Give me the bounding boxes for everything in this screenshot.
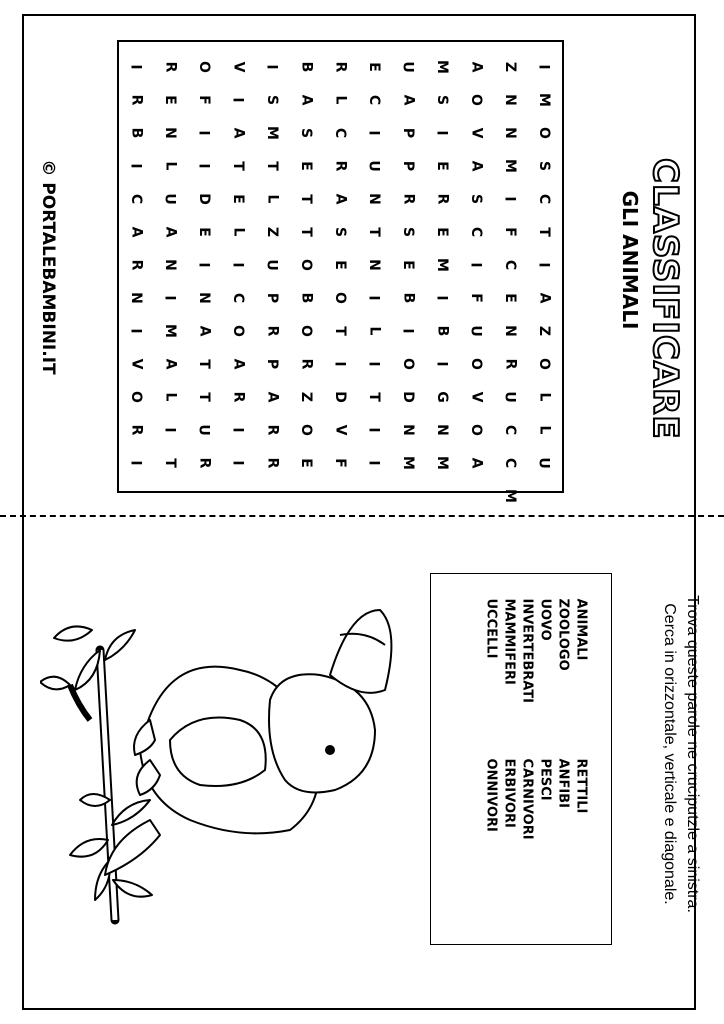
word-list-item: ONNIVORI bbox=[483, 758, 499, 832]
grid-cell: S bbox=[400, 226, 416, 238]
grid-cell: R bbox=[196, 457, 212, 469]
grid-cell: A bbox=[468, 61, 484, 73]
grid-cell: I bbox=[502, 196, 518, 202]
grid-cell: I bbox=[400, 328, 416, 334]
grid-cell: A bbox=[162, 226, 178, 238]
grid-cell: I bbox=[434, 130, 450, 136]
grid-cell: I bbox=[162, 295, 178, 301]
grid-cell: N bbox=[502, 127, 518, 139]
grid-cell: N bbox=[502, 325, 518, 337]
grid-cell: I bbox=[536, 262, 552, 268]
grid-cell: S bbox=[298, 127, 314, 139]
grid-cell: O bbox=[536, 358, 552, 370]
grid-cell: E bbox=[229, 194, 246, 204]
grid-cell: Z bbox=[264, 226, 280, 238]
page-subtitle: GLI ANIMALI bbox=[618, 190, 642, 330]
grid-cell: M bbox=[434, 258, 450, 272]
grid-cell: C bbox=[332, 127, 348, 139]
grid-cell: C bbox=[502, 259, 518, 271]
word-list-item: CARNIVORI bbox=[519, 758, 535, 840]
grid-cell: R bbox=[128, 259, 144, 271]
grid-cell: D bbox=[400, 391, 416, 403]
grid-cell: E bbox=[399, 260, 416, 270]
grid-cell: E bbox=[297, 458, 314, 468]
word-search-grid bbox=[117, 40, 564, 503]
grid-cell: I bbox=[366, 130, 382, 136]
grid-cell: L bbox=[229, 227, 246, 237]
grid-cell: M bbox=[536, 93, 552, 107]
grid-cell: I bbox=[162, 427, 178, 433]
grid-cell: I bbox=[264, 64, 280, 70]
copyright-text: © PORTALEBAMBINI.IT bbox=[38, 159, 58, 375]
grid-cell: R bbox=[434, 193, 450, 205]
grid-cell: L bbox=[263, 194, 280, 204]
grid-cell: P bbox=[263, 358, 280, 370]
grid-cell: R bbox=[264, 325, 280, 337]
grid-cell: I bbox=[128, 163, 144, 169]
grid-cell: M bbox=[162, 324, 178, 338]
grid-cell: L bbox=[365, 326, 382, 336]
grid-cell: M bbox=[434, 60, 450, 74]
grid-cell: F bbox=[195, 95, 212, 105]
word-list-item: RETTILI bbox=[573, 758, 589, 814]
grid-cell: T bbox=[332, 326, 348, 336]
grid-cell: V bbox=[230, 61, 246, 73]
grid-cell: T bbox=[366, 392, 382, 402]
grid-cell: B bbox=[399, 292, 416, 304]
grid-cell: U bbox=[162, 193, 178, 205]
grid-cell: T bbox=[162, 458, 178, 468]
page-title: CLASSIFICARE bbox=[645, 158, 685, 440]
grid-cell: A bbox=[400, 94, 416, 106]
word-list-item: PESCI bbox=[537, 758, 553, 801]
grid-cell: C bbox=[366, 94, 382, 106]
grid-cell: U bbox=[196, 424, 212, 436]
grid-cell: B bbox=[297, 61, 314, 73]
grid-cell: D bbox=[196, 193, 212, 205]
grid-cell: E bbox=[161, 95, 178, 105]
grid-cell: O bbox=[536, 127, 552, 139]
grid-cell: R bbox=[400, 193, 416, 205]
grid-cell: S bbox=[434, 94, 450, 106]
grid-cell: F bbox=[467, 293, 484, 303]
grid-cell: P bbox=[263, 292, 280, 304]
grid-cell: C bbox=[468, 226, 484, 238]
grid-cell: I bbox=[434, 295, 450, 301]
grid-cell: E bbox=[331, 260, 348, 270]
grid-cell: N bbox=[196, 292, 212, 304]
grid-cell: F bbox=[331, 458, 348, 468]
grid-cell: I bbox=[128, 328, 144, 334]
grid-cell: N bbox=[366, 193, 382, 205]
grid-cell: E bbox=[501, 293, 518, 303]
grid-cell: A bbox=[536, 292, 552, 304]
grid-cell: O bbox=[400, 358, 416, 370]
grid-cell: N bbox=[366, 259, 382, 271]
grid-cell: I bbox=[230, 262, 246, 268]
grid-cell: R bbox=[264, 424, 280, 436]
grid-cell: B bbox=[297, 292, 314, 304]
grid-cell: R bbox=[128, 424, 144, 436]
grid-cell: R bbox=[332, 61, 348, 73]
grid-cell: N bbox=[434, 424, 450, 436]
grid-cell: M bbox=[502, 159, 518, 173]
grid-cell: I bbox=[434, 361, 450, 367]
word-list-item: ANIMALI bbox=[573, 598, 589, 661]
grid-cell: U bbox=[536, 457, 552, 469]
grid-cell: M bbox=[502, 489, 518, 503]
grid-cell: I bbox=[468, 262, 484, 268]
grid-cell: I bbox=[366, 427, 382, 433]
grid-cell: U bbox=[502, 391, 518, 403]
grid-cell: Z bbox=[298, 391, 314, 403]
grid-cell: I bbox=[366, 361, 382, 367]
grid-cell: A bbox=[298, 94, 314, 106]
grid-cell: E bbox=[433, 161, 450, 171]
grid-cell: S bbox=[332, 226, 348, 238]
grid-cell: M bbox=[400, 456, 416, 470]
grid-cell: I bbox=[366, 460, 382, 466]
grid-cell: C bbox=[536, 193, 552, 205]
fold-line bbox=[0, 515, 724, 517]
grid-cell: O bbox=[230, 325, 246, 337]
grid-cell: A bbox=[264, 391, 280, 403]
grid-cell: U bbox=[468, 325, 484, 337]
grid-cell: R bbox=[162, 61, 178, 73]
grid-cell: C bbox=[230, 292, 246, 304]
grid-cell: T bbox=[196, 392, 212, 402]
grid-cell: F bbox=[501, 227, 518, 237]
grid-cell: P bbox=[399, 160, 416, 172]
grid-cell: Z bbox=[536, 325, 552, 337]
grid-cell: C bbox=[128, 193, 144, 205]
grid-cell: C bbox=[502, 457, 518, 469]
grid-cell: G bbox=[434, 391, 450, 403]
grid-cell: T bbox=[366, 227, 382, 237]
grid-cell: T bbox=[230, 161, 246, 171]
grid-cell: O bbox=[298, 325, 314, 337]
grid-cell: V bbox=[332, 424, 348, 436]
grid-cell: O bbox=[468, 94, 484, 106]
grid-cell: V bbox=[128, 358, 144, 370]
grid-cell: S bbox=[536, 160, 552, 172]
grid-cell: I bbox=[128, 64, 144, 70]
grid-cell: R bbox=[230, 391, 246, 403]
word-list-item: MAMMIFERI bbox=[501, 598, 517, 685]
grid-cell: O bbox=[332, 292, 348, 304]
instructions-line-1: Trova queste parole ne cruciputzle a sinistra. bbox=[684, 595, 701, 913]
grid-cell: L bbox=[535, 425, 552, 435]
grid-cell: M bbox=[434, 456, 450, 470]
grid-cell: R bbox=[264, 457, 280, 469]
grid-cell: A bbox=[468, 457, 484, 469]
grid-cell: I bbox=[196, 262, 212, 268]
grid-cell: O bbox=[468, 424, 484, 436]
grid-cell: V bbox=[468, 391, 484, 403]
grid-cell: T bbox=[298, 227, 314, 237]
grid-cell: A bbox=[162, 358, 178, 370]
grid-cell: P bbox=[399, 127, 416, 139]
grid-cell: I bbox=[196, 130, 212, 136]
grid-cell: A bbox=[468, 160, 484, 172]
grid-cell: O bbox=[468, 358, 484, 370]
grid-cell: T bbox=[196, 359, 212, 369]
grid-cell: E bbox=[433, 227, 450, 237]
grid-cell: O bbox=[128, 391, 144, 403]
grid-cell: N bbox=[162, 127, 178, 139]
grid-cell: I bbox=[196, 163, 212, 169]
grid-cell: Z bbox=[502, 61, 518, 73]
grid-cell: A bbox=[230, 127, 246, 139]
grid-cell: L bbox=[161, 392, 178, 402]
grid-cell: I bbox=[230, 97, 246, 103]
grid-cell: D bbox=[332, 391, 348, 403]
grid-cell: R bbox=[332, 160, 348, 172]
toucan-illustration bbox=[40, 590, 400, 930]
word-list-item: ANFIBI bbox=[555, 758, 571, 808]
word-list-item: UCCELLI bbox=[483, 598, 499, 659]
grid-cell: I bbox=[128, 460, 144, 466]
grid-cell: U bbox=[366, 160, 382, 172]
grid-cell: L bbox=[161, 161, 178, 171]
grid-cell: S bbox=[264, 94, 280, 106]
grid-cell: T bbox=[536, 227, 552, 237]
grid-cell: L bbox=[331, 95, 348, 105]
grid-cell: I bbox=[230, 427, 246, 433]
grid-cell: B bbox=[433, 325, 450, 337]
grid-cell: U bbox=[400, 61, 416, 73]
word-list-item: UOVO bbox=[537, 598, 553, 641]
grid-cell: B bbox=[127, 127, 144, 139]
grid-cell: I bbox=[332, 361, 348, 367]
grid-cell: E bbox=[297, 161, 314, 171]
grid-cell: L bbox=[535, 392, 552, 402]
grid-cell: I bbox=[230, 460, 246, 466]
grid-cell: N bbox=[502, 94, 518, 106]
grid-cell: E bbox=[195, 227, 212, 237]
word-list-item: INVERTEBRATI bbox=[519, 598, 535, 704]
grid-cell: N bbox=[128, 292, 144, 304]
word-list-item: ZOOLOGO bbox=[555, 598, 571, 671]
grid-cell: A bbox=[128, 226, 144, 238]
grid-cell: V bbox=[468, 127, 484, 139]
grid-cell: I bbox=[536, 64, 552, 70]
grid-cell: U bbox=[264, 259, 280, 271]
grid-cell: R bbox=[502, 358, 518, 370]
grid-cell: T bbox=[264, 161, 280, 171]
grid-cell: N bbox=[400, 424, 416, 436]
grid-cell: N bbox=[162, 259, 178, 271]
grid-cell: A bbox=[230, 358, 246, 370]
word-list-item: ERBIVORI bbox=[501, 758, 517, 828]
grid-cell: C bbox=[502, 424, 518, 436]
grid-cell: M bbox=[264, 126, 280, 140]
instructions-line-2: Cerca in orizzontale, verticale e diagonale. bbox=[661, 603, 678, 905]
grid-cell: I bbox=[366, 295, 382, 301]
grid-cell: S bbox=[468, 193, 484, 205]
grid-cell: R bbox=[298, 358, 314, 370]
grid-cell: O bbox=[298, 259, 314, 271]
grid-cell: T bbox=[298, 194, 314, 204]
grid-cell: O bbox=[298, 424, 314, 436]
grid-cell: O bbox=[196, 61, 212, 73]
grid-cell: E bbox=[365, 62, 382, 72]
word-list-box bbox=[430, 573, 612, 945]
grid-cell: A bbox=[332, 193, 348, 205]
grid-cell: R bbox=[128, 94, 144, 106]
grid-cell: A bbox=[196, 325, 212, 337]
